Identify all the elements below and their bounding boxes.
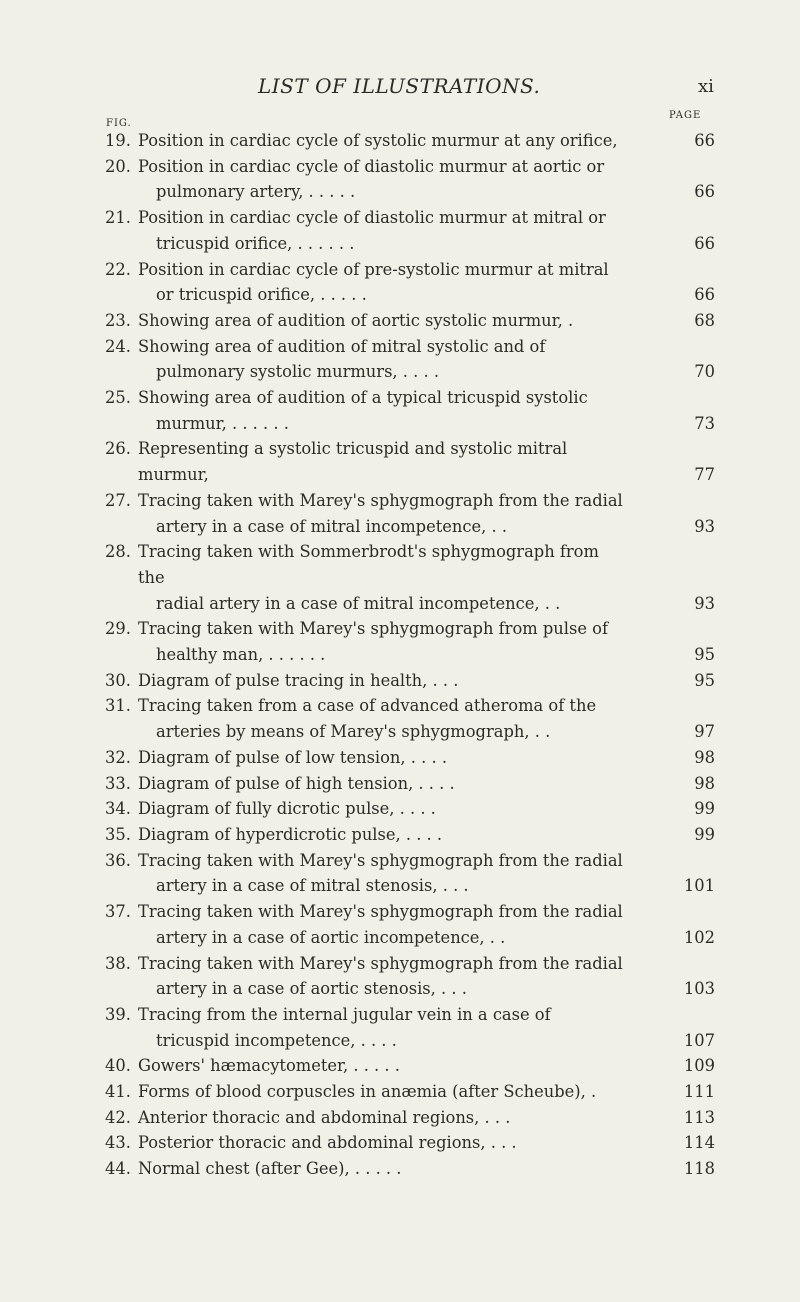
page-number: 118	[683, 1159, 715, 1179]
caption-line-1: Diagram of pulse of low tension, . . . .	[138, 747, 447, 767]
figure-number: 21.	[105, 208, 131, 228]
caption-line-2: arteries by means of Marey's sphygmograph, . .	[156, 722, 551, 742]
caption-line-1: Tracing from the internal jugular vein in a case of	[138, 1004, 551, 1024]
list-item	[0, 436, 800, 487]
figure-number: 27.	[105, 490, 131, 510]
figure-caption	[138, 796, 628, 822]
page-number: 97	[694, 722, 715, 742]
figure-number: 35.	[105, 824, 131, 844]
figure-number: 20.	[105, 156, 131, 176]
list-item	[0, 488, 800, 539]
caption-line-1: Showing area of audition of a typical tricuspid systolic	[138, 388, 588, 408]
caption-line-1: Tracing taken with Marey's sphygmograph from the radial	[138, 490, 623, 510]
figure-caption	[138, 745, 628, 771]
page-number: 66	[694, 285, 715, 305]
caption-line-2: artery in a case of mitral stenosis, . . .	[156, 876, 469, 896]
figure-caption	[138, 385, 628, 436]
caption-line-1: Anterior thoracic and abdominal regions, . . .	[138, 1107, 511, 1127]
caption-line-1: Tracing taken with Marey's sphygmograph from the radial	[138, 953, 623, 973]
page-number: 70	[694, 362, 715, 382]
caption-line-2: tricuspid incompetence, . . . .	[156, 1030, 397, 1050]
figure-caption	[138, 1105, 628, 1131]
figure-caption	[138, 539, 628, 616]
list-item	[0, 128, 800, 154]
list-item	[0, 1156, 800, 1182]
caption-line-2: healthy man, . . . . . .	[156, 645, 326, 665]
page-number: 99	[694, 799, 715, 819]
caption-line-1: Position in cardiac cycle of pre-systolic murmur at mitral	[138, 259, 609, 279]
figure-number: 23.	[105, 310, 131, 330]
caption-line-1: Representing a systolic tricuspid and systolic mitral murmur,	[138, 439, 568, 485]
page-number: 95	[694, 670, 715, 690]
figure-caption	[138, 257, 628, 308]
page-number: 77	[694, 465, 715, 485]
figure-caption	[138, 1130, 628, 1156]
list-item	[0, 539, 800, 616]
list-item	[0, 154, 800, 205]
caption-line-1: Posterior thoracic and abdominal regions, . . .	[138, 1133, 517, 1153]
page-number: 66	[694, 182, 715, 202]
figure-caption	[138, 436, 628, 487]
page-column-heading: PAGE	[669, 110, 702, 121]
caption-line-1: Showing area of audition of mitral systolic and of	[138, 336, 546, 356]
figure-number: 30.	[105, 670, 131, 690]
figure-caption	[138, 1079, 628, 1105]
caption-line-2: pulmonary systolic murmurs, . . . .	[156, 362, 440, 382]
figure-number: 42.	[105, 1107, 131, 1127]
caption-line-1: Position in cardiac cycle of diastolic murmur at mitral or	[138, 208, 606, 228]
page-number: 93	[694, 516, 715, 536]
caption-line-1: Showing area of audition of aortic systolic murmur, .	[138, 310, 574, 330]
figure-number: 37.	[105, 902, 131, 922]
figure-caption	[138, 128, 628, 154]
figure-number: 29.	[105, 619, 131, 639]
caption-line-2: murmur, . . . . . .	[156, 413, 289, 433]
page-number: 93	[694, 593, 715, 613]
page-number: 103	[683, 979, 715, 999]
page-title: LIST OF ILLUSTRATIONS.	[258, 74, 541, 98]
figure-caption	[138, 951, 628, 1002]
illustrations-list	[0, 128, 800, 1182]
caption-line-1: Diagram of pulse tracing in health, . . .	[138, 670, 459, 690]
figure-number: 28.	[105, 542, 131, 562]
page-number: 113	[683, 1107, 715, 1127]
figure-caption	[138, 1053, 628, 1079]
list-item	[0, 668, 800, 694]
figure-number: 44.	[105, 1159, 131, 1179]
list-item	[0, 848, 800, 899]
caption-line-1: Tracing taken with Marey's sphygmograph from the radial	[138, 850, 623, 870]
page-number: 101	[683, 876, 715, 896]
figure-caption	[138, 1002, 628, 1053]
caption-line-1: Tracing taken from a case of advanced atheroma of the	[138, 696, 597, 716]
caption-line-1: Tracing taken with Marey's sphygmograph from the radial	[138, 902, 623, 922]
figure-caption	[138, 205, 628, 256]
caption-line-2: artery in a case of aortic stenosis, . . .	[156, 979, 467, 999]
figure-caption	[138, 822, 628, 848]
figure-caption	[138, 848, 628, 899]
figure-number: 39.	[105, 1004, 131, 1024]
list-item	[0, 951, 800, 1002]
caption-line-1: Tracing taken with Sommerbrodt's sphygmograph from the	[138, 542, 599, 587]
caption-line-1: Gowers' hæmacytometer, . . . . .	[138, 1056, 400, 1076]
caption-line-1: Diagram of fully dicrotic pulse, . . . .	[138, 799, 436, 819]
figure-caption	[138, 488, 628, 539]
figure-number: 25.	[105, 388, 131, 408]
page-number: 73	[694, 413, 715, 433]
figure-number: 26.	[105, 439, 131, 459]
caption-line-1: Position in cardiac cycle of diastolic murmur at aortic or	[138, 156, 605, 176]
page-number: 68	[694, 310, 715, 330]
page-numeral: xi	[698, 76, 714, 97]
list-item	[0, 385, 800, 436]
figure-number: 34.	[105, 799, 131, 819]
page-number: 95	[694, 645, 715, 665]
caption-line-2: pulmonary artery, . . . . .	[156, 182, 356, 202]
figure-number: 43.	[105, 1133, 131, 1153]
list-item	[0, 771, 800, 797]
caption-line-1: Forms of blood corpuscles in anæmia (after Scheube), .	[138, 1082, 597, 1102]
list-item	[0, 205, 800, 256]
figure-number: 40.	[105, 1056, 131, 1076]
list-item	[0, 616, 800, 667]
caption-line-1: Position in cardiac cycle of systolic murmur at any orifice,	[138, 131, 618, 150]
figure-caption	[138, 154, 628, 205]
figure-caption	[138, 334, 628, 385]
figure-number: 19.	[105, 131, 131, 150]
figure-number: 24.	[105, 336, 131, 356]
caption-line-2: artery in a case of aortic incompetence, . .	[156, 927, 506, 947]
figure-number: 41.	[105, 1082, 131, 1102]
page-number: 107	[683, 1030, 715, 1050]
caption-line-2: or tricuspid orifice, . . . . .	[156, 285, 367, 305]
page-number: 102	[683, 927, 715, 947]
page-number: 66	[694, 233, 715, 253]
caption-line-1: Diagram of hyperdicrotic pulse, . . . .	[138, 824, 443, 844]
figure-number: 31.	[105, 696, 131, 716]
list-item	[0, 693, 800, 744]
fig-column-heading: FIG.	[106, 118, 132, 129]
figure-caption	[138, 668, 628, 694]
list-item	[0, 1002, 800, 1053]
page-number: 98	[694, 773, 715, 793]
page-number: 111	[683, 1082, 715, 1102]
running-head	[0, 74, 800, 100]
list-item	[0, 822, 800, 848]
list-item	[0, 1053, 800, 1079]
figure-number: 32.	[105, 747, 131, 767]
figure-number: 33.	[105, 773, 131, 793]
list-item	[0, 899, 800, 950]
caption-line-1: Diagram of pulse of high tension, . . . .	[138, 773, 455, 793]
list-item	[0, 257, 800, 308]
list-item	[0, 1105, 800, 1131]
list-item	[0, 334, 800, 385]
figure-number: 22.	[105, 259, 131, 279]
caption-line-2: tricuspid orifice, . . . . . .	[156, 233, 355, 253]
caption-line-1: Tracing taken with Marey's sphygmograph from pulse of	[138, 619, 608, 639]
caption-line-2: radial artery in a case of mitral incompetence, . .	[156, 593, 561, 613]
figure-caption	[138, 771, 628, 797]
list-item	[0, 796, 800, 822]
figure-caption	[138, 308, 628, 334]
figure-caption	[138, 1156, 628, 1182]
page-number: 98	[694, 747, 715, 767]
caption-line-1: Normal chest (after Gee), . . . . .	[138, 1159, 402, 1179]
caption-line-2: artery in a case of mitral incompetence, . .	[156, 516, 508, 536]
list-item	[0, 308, 800, 334]
list-item	[0, 1130, 800, 1156]
page-number: 99	[694, 824, 715, 844]
page-number: 66	[694, 131, 715, 150]
figure-number: 36.	[105, 850, 131, 870]
list-item	[0, 745, 800, 771]
figure-number: 38.	[105, 953, 131, 973]
page-number: 109	[683, 1056, 715, 1076]
page-number: 114	[683, 1133, 715, 1153]
figure-caption	[138, 899, 628, 950]
figure-caption	[138, 616, 628, 667]
figure-caption	[138, 693, 628, 744]
list-item	[0, 1079, 800, 1105]
